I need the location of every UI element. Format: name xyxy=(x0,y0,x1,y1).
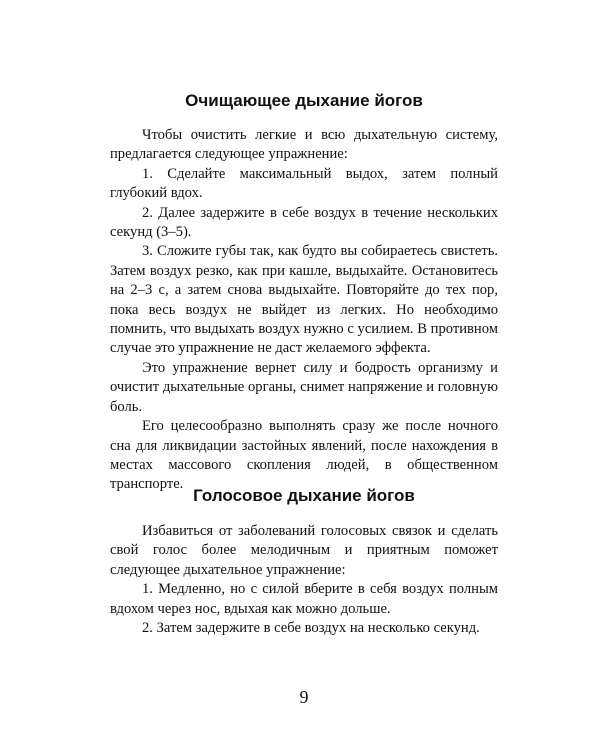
section-title-cleansing-breath: Очищающее дыхание йогов xyxy=(185,91,423,110)
section-title-vocal-breath: Голосовое дыхание йогов xyxy=(193,486,415,505)
paragraph-intro: Избавиться от заболеваний голосовых связок и сделать свой голос более мелодичным и приятным поможет следующее дыхательное упражнение: xyxy=(110,523,498,578)
book-page xyxy=(110,0,498,750)
paragraph-benefit: Это упражнение вернет силу и бодрость организму и очистит дыхательные органы, снимет напряжение и головную боль. xyxy=(110,359,498,415)
section-body-cleansing-breath xyxy=(110,126,498,495)
paragraph-step-1: 1. Сделайте максимальный выдох, затем полный глубокий вдох. xyxy=(110,165,498,202)
paragraph-step-3: 3. Сложите губы так, как будто вы собираетесь свистеть. Затем воздух резко, как при кашле, выдыхайте. Остановитесь на 2–3 с, а затем снова выдыхайте. Повторяйте до тех пор, пока весь воздух не выйдет из легких. Но необходимо помнить, что выдыхать воздух нужно с усилием. В противном случае это упражнение не даст желаемого эффекта. xyxy=(110,243,498,357)
paragraph-step-2: 2. Затем задержите в себе воздух на несколько секунд. xyxy=(142,620,480,637)
paragraph-step-2: 2. Далее задержите в себе воздух в течение нескольких секунд (3–5). xyxy=(110,204,498,241)
paragraph-step-1: 1. Медленно, но с силой вберите в себя воздух полным вдохом через нос, вдыхая как можно дольше. xyxy=(110,581,498,617)
section-body-vocal-breath xyxy=(110,522,498,638)
paragraph-intro: Чтобы очистить легкие и всю дыхательную систему, предлагается следующее упражнение: xyxy=(110,127,498,163)
page-number: 9 xyxy=(299,687,309,707)
paragraph-timing: Его целесообразно выполнять сразу же после ночного сна для ликвидации застойных явлений, после нахождения в местах массового скопления людей, в общественном транспорте. xyxy=(110,418,498,493)
